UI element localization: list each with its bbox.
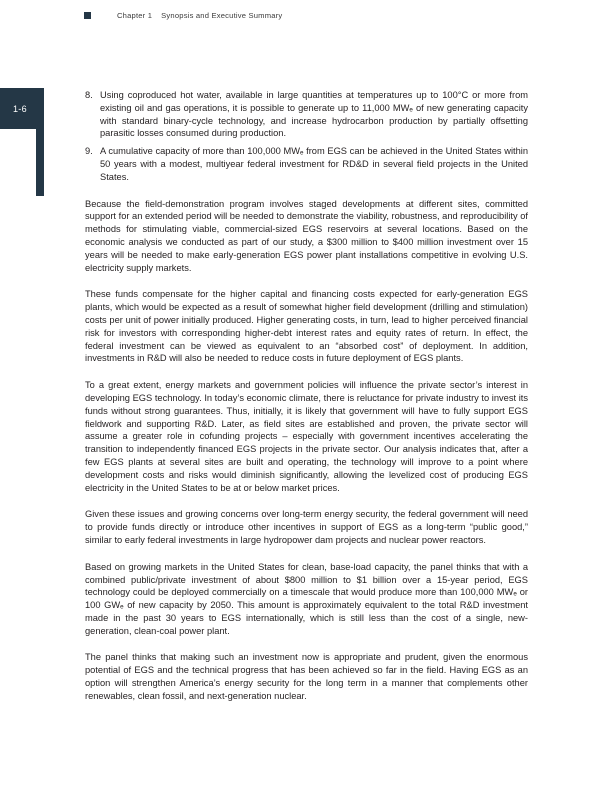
list-item-number: 9. [85,146,93,157]
page-header [84,11,282,20]
list-item-text: Using coproduced hot water, available in large quantities at temperatures up to 100°C or more from existing oil and gas operations, it is possible to generate up to 11,000 MWₑ of new generating capacity with standard binary-cycle technology, and increase hydrocarbon production by partially offsetting parasitic losses consumed during production. [100,90,528,139]
chapter-label: Chapter 1 [117,11,153,20]
page-number: 1-6 [13,103,27,114]
list-item-text: A cumulative capacity of more than 100,000 MWₑ from EGS can be achieved in the United States within 50 years with a modest, multiyear federal investment for RD&D in several field projects in the United States. [100,146,528,182]
chapter-title: Synopsis and Executive Summary [161,11,283,20]
chapter-marker-square-icon [84,12,91,19]
list-item-8 [85,89,528,140]
body-paragraph: These funds compensate for the higher capital and financing costs expected for early-generation EGS plants, which would be expected as a result of somewhat higher field development (drilling and stimulation) costs per unit of power initially produced. Higher generating costs, in turn, lead to higher perceived financial risk for investors with corresponding higher-debt interest rates and equity rates of return. In effect, the federal investment can be viewed as equivalent to an “absorbed cost” of deployment. In addition, investments in R&D will also be needed to reduce costs in future deployment of EGS plants. [85,289,528,364]
page-number-tab [0,88,44,129]
list-item-9 [85,145,528,183]
body-paragraph: Based on growing markets in the United States for clean, base-load capacity, the panel thinks that with a combined public/private investment of about $800 million to $1 billion over a 15-year period, EGS technology could be deployed commercially on a timescale that would produce more than 100,000 MWₑ or 100 GWₑ of new capacity by 2050. This amount is approximately equivalent to the total R&D investment made in the past 30 years to EGS internationally, which is still less than the cost of a single, new-generation, clean-coal power plant. [85,561,528,636]
numbered-list [85,89,528,184]
body-content [85,89,528,703]
body-paragraph: The panel thinks that making such an investment now is appropriate and prudent, given the enormous potential of EGS and the technical progress that has been achieved so far in the field. Having EGS as an option will strengthen America’s energy security for the long term in a manner that complements other renewables, clean fossil, and next-generation nuclear. [85,652,528,701]
margin-accent-bar [36,129,44,196]
body-paragraph: To a great extent, energy markets and government policies will influence the private sector’s interest in developing EGS technology. In today’s economic climate, there is reluctance for private industry to invest its funds without strong guarantees. Thus, initially, it is likely that government will have to fully support EGS fieldwork and supporting R&D. Later, as field sites are established and proven, the private sector will assume a greater role in cofunding projects – especially with government incentives accelerating the transition to independently financed EGS projects in the private sector. Our analysis indicates that, after a few EGS plants at several sites are built and operating, the technology will improve to a point where development costs and risks would diminish significantly, allowing the levelized cost of producing EGS electricity in the United States to be at or below market prices. [85,380,528,493]
list-item-number: 8. [85,90,93,100]
body-paragraph: Because the field-demonstration program involves staged developments at different sites, committed support for an extended period will be needed to demonstrate the viability, robustness, and reproducibility of methods for stimulating viable, commercial-sized EGS reservoirs at several locations. Based on the economic analysis we conducted as part of our study, a $300 million to $400 million investment over 15 years will be needed to make early-generation EGS power plant installations competitive in evolving U.S. electricity supply markets. [85,198,528,273]
body-paragraph: Given these issues and growing concerns over long-term energy security, the federal government will need to provide funds directly or introduce other incentives in support of EGS as a long-term “public good,” similar to early federal investments in large hydropower dam projects and nuclear power reactors. [85,509,528,545]
